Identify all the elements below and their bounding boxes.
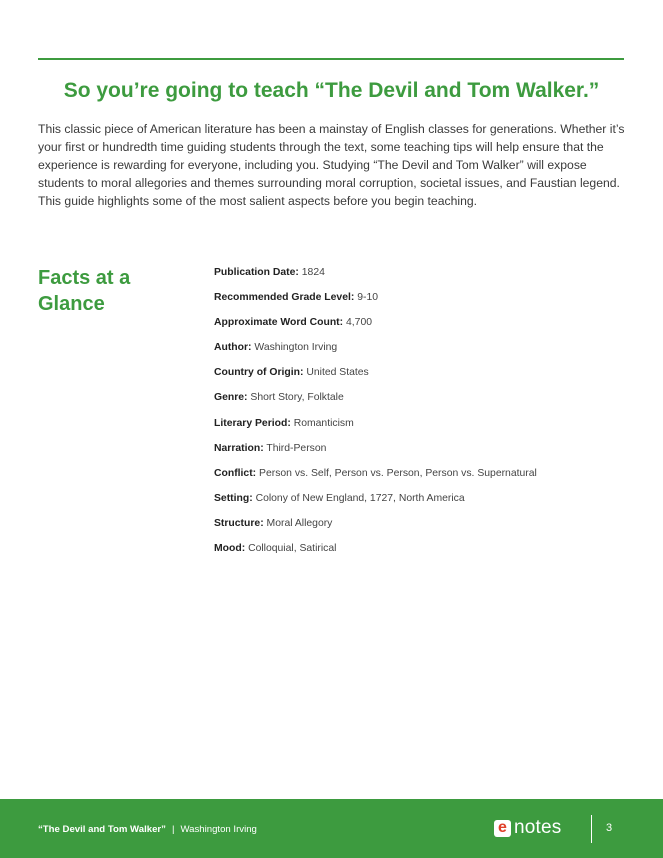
fact-label: Recommended Grade Level: — [214, 292, 355, 304]
page-title: So you’re going to teach “The Devil and Tom Walker.” — [63, 79, 600, 102]
fact-structure — [214, 518, 634, 543]
fact-author — [214, 342, 634, 367]
top-rule — [38, 58, 624, 60]
fact-publication-date — [214, 267, 634, 292]
fact-value: Romanticism — [293, 417, 354, 429]
fact-value: Washington Irving — [254, 342, 338, 354]
fact-country — [214, 367, 634, 392]
intro-paragraph: This classic piece of American literature has been a mainstay of English classes for generations. Whether it’s your first or hundredth time guiding students through the text, some teaching tips will help ensure that the experience is rewarding for everyone, including you. Studying “The Devil and Tom Walker” will expose students to moral allegories and themes surrounding moral corruption, societal issues, and Faustian legend. This guide highlights some of the most salient aspects before you begin teaching. — [38, 122, 625, 208]
fact-label: Mood: — [214, 543, 246, 555]
fact-value: Third-Person — [266, 442, 327, 454]
fact-value: Short Story, Folktale — [250, 392, 344, 404]
fact-mood — [214, 543, 634, 568]
facts-list — [214, 267, 634, 568]
enotes-logo-text: notes — [514, 817, 562, 838]
fact-label: Genre: — [214, 392, 248, 404]
fact-label: Country of Origin: — [214, 367, 304, 379]
facts-heading: Facts at a Glance — [38, 267, 131, 315]
footer-author: Washington Irving — [180, 824, 257, 835]
fact-label: Conflict: — [214, 467, 257, 479]
fact-value: 1824 — [301, 267, 325, 278]
enotes-logo-icon: e — [494, 820, 511, 837]
fact-word-count — [214, 317, 634, 342]
page-number: 3 — [606, 822, 613, 834]
fact-grade-level — [214, 292, 634, 317]
fact-label: Structure: — [214, 517, 264, 529]
footer-work-title: “The Devil and Tom Walker” — [38, 824, 166, 835]
fact-label: Approximate Word Count: — [214, 317, 344, 329]
fact-label: Literary Period: — [214, 417, 291, 429]
fact-label: Publication Date: — [214, 267, 299, 278]
footer-citation — [38, 824, 257, 835]
fact-label: Author: — [214, 342, 252, 354]
fact-setting — [214, 493, 634, 518]
fact-value: 9-10 — [357, 292, 379, 304]
fact-value: Colloquial, Satirical — [248, 543, 337, 555]
fact-narration — [214, 443, 634, 468]
footer-bar — [0, 799, 663, 858]
fact-label: Narration: — [214, 442, 264, 454]
fact-value: United States — [306, 367, 369, 379]
fact-value: 4,700 — [346, 317, 373, 329]
fact-label: Setting: — [214, 492, 253, 504]
fact-genre — [214, 392, 634, 417]
footer-divider — [591, 815, 592, 843]
fact-value: Colony of New England, 1727, North America — [255, 492, 465, 504]
fact-conflict — [214, 468, 634, 493]
fact-value: Person vs. Self, Person vs. Person, Person vs. Supernatural — [259, 467, 537, 479]
fact-literary-period — [214, 418, 634, 443]
footer-separator: | — [171, 824, 175, 835]
fact-value: Moral Allegory — [266, 517, 333, 529]
